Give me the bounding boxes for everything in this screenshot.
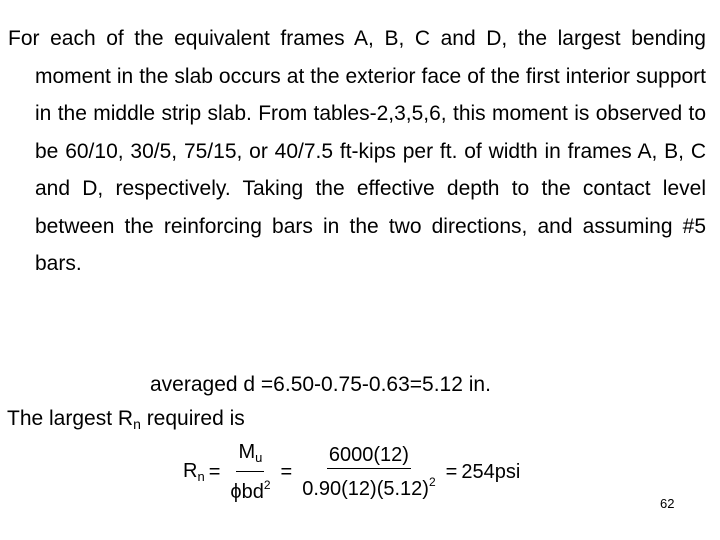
moment-symbol: M: [238, 441, 256, 463]
lhs-symbol: R: [183, 460, 198, 482]
required-suffix: required is: [140, 407, 245, 430]
equation-result: 254psi: [461, 460, 521, 483]
numeric-numerator: 6000(12): [327, 444, 411, 469]
symbolic-fraction: [228, 441, 272, 503]
required-subscript: n: [133, 416, 141, 432]
numeric-fraction: [300, 444, 437, 500]
phi-bd: ϕbd: [230, 481, 264, 503]
numeric-den-base: 0.90(12)(5.12): [302, 478, 429, 500]
symbolic-numerator: [236, 441, 264, 472]
moment-subscript: u: [255, 450, 263, 465]
equals-sign-2: =: [280, 460, 293, 483]
phi-bd-exponent: 2: [263, 478, 271, 492]
equals-sign-3: =: [445, 460, 458, 483]
required-prefix: The largest R: [7, 407, 134, 430]
lhs-subscript: n: [197, 469, 205, 484]
body-paragraph: [8, 20, 706, 283]
equals-sign-1: =: [208, 460, 221, 483]
symbolic-denominator: [228, 472, 272, 503]
required-rn-line: [7, 406, 245, 437]
page-number: 62: [660, 496, 675, 511]
numeric-den-exponent: 2: [428, 475, 436, 489]
rn-equation: [183, 442, 520, 502]
equation-lhs: [183, 460, 205, 484]
paragraph-continuation: bending moment in the slab occurs at the exterior face of the first interior support in the middle strip slab. From tables-2,3,5,6, this moment is observed to be 60/10, 30/5, 75/15, or 40/7.5 ft-kips per ft. of width in frames A, B, C and D, respectively. Taking the effective depth to the contact level between the reinforcing bars in the two directions, and assuming #5 bars.: [35, 27, 706, 275]
averaged-depth-line: averaged d =6.50-0.75-0.63=5.12 in.: [150, 373, 491, 396]
numeric-denominator: [300, 469, 437, 500]
paragraph-first-line: For each of the equivalent frames A, B, C and D, the largest: [8, 27, 621, 50]
